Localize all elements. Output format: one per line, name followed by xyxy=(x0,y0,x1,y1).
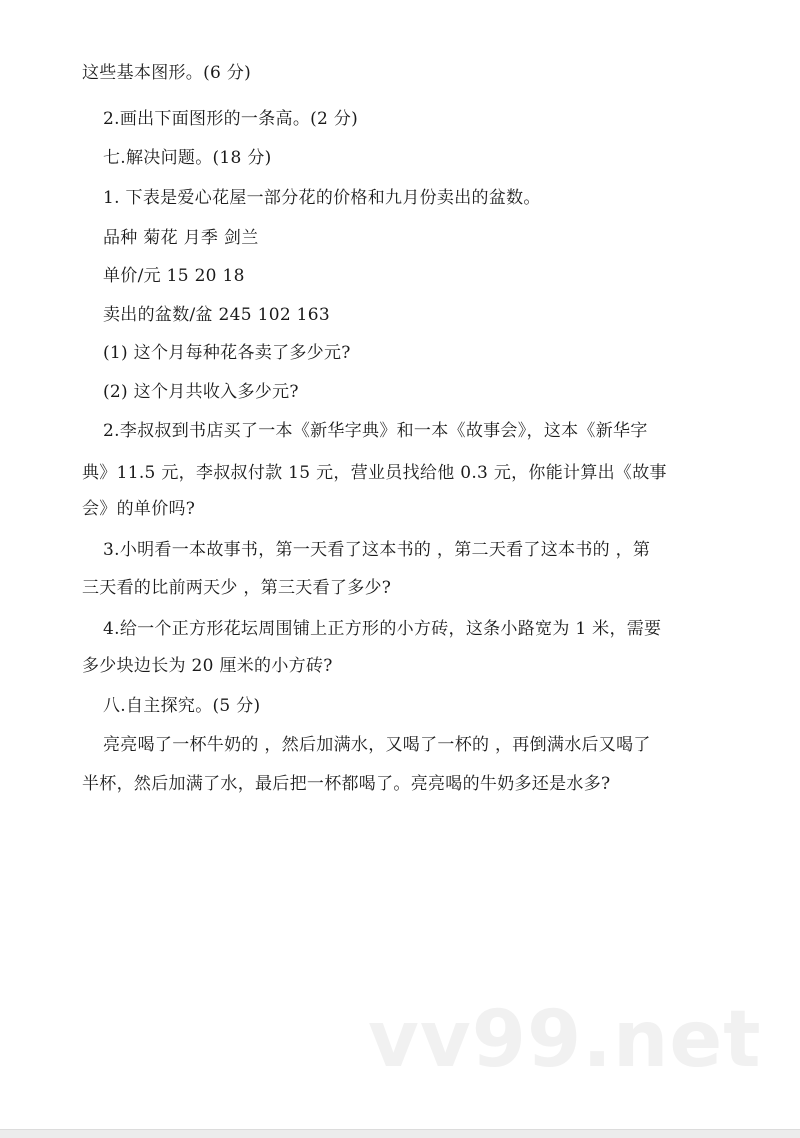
watermark: vv99.net xyxy=(368,995,762,1085)
problem-3-line-2: 三天看的比前两天少 ，第三天看了多少? xyxy=(82,578,392,598)
problem-3-line-1: 3.小明看一本故事书，第一天看了这本书的 ，第二天看了这本书的 ，第 xyxy=(103,540,651,560)
table-row-varieties: 品种 菊花 月季 剑兰 xyxy=(103,228,259,248)
problem-2-line-2: 典》11.5 元，李叔叔付款 15 元，营业员找给他 0.3 元，你能计算出《故事 xyxy=(82,463,667,483)
problem-1-intro: 1. 下表是爱心花屋一部分花的价格和九月份卖出的盆数。 xyxy=(103,188,541,208)
inquiry-line-1: 亮亮喝了一杯牛奶的 ，然后加满水，又喝了一杯的 ，再倒满水后又喝了 xyxy=(103,735,651,755)
table-row-unit-price: 单价/元 15 20 18 xyxy=(103,266,245,286)
sub-question-2: (2) 这个月共收入多少元? xyxy=(103,382,299,402)
problem-4-line-2: 多少块边长为 20 厘米的小方砖? xyxy=(82,656,333,676)
table-row-pots-sold: 卖出的盆数/盆 245 102 163 xyxy=(103,305,330,325)
section-7-heading: 七.解决问题。(18 分) xyxy=(103,148,272,168)
question-2-draw-height: 2.画出下面图形的一条高。(2 分) xyxy=(103,109,359,129)
text-line-continuation: 这些基本图形。(6 分) xyxy=(82,63,252,83)
inquiry-line-2: 半杯，然后加满了水，最后把一杯都喝了。亮亮喝的牛奶多还是水多? xyxy=(82,774,611,794)
section-8-heading: 八.自主探究。(5 分) xyxy=(103,696,261,716)
problem-2-line-3: 会》的单价吗? xyxy=(82,499,196,519)
problem-2-line-1: 2.李叔叔到书店买了一本《新华字典》和一本《故事会》，这本《新华字 xyxy=(103,421,648,441)
problem-4-line-1: 4.给一个正方形花坛周围铺上正方形的小方砖，这条小路宽为 1 米，需要 xyxy=(103,619,662,639)
sub-question-1: (1) 这个月每种花各卖了多少元? xyxy=(103,343,351,363)
